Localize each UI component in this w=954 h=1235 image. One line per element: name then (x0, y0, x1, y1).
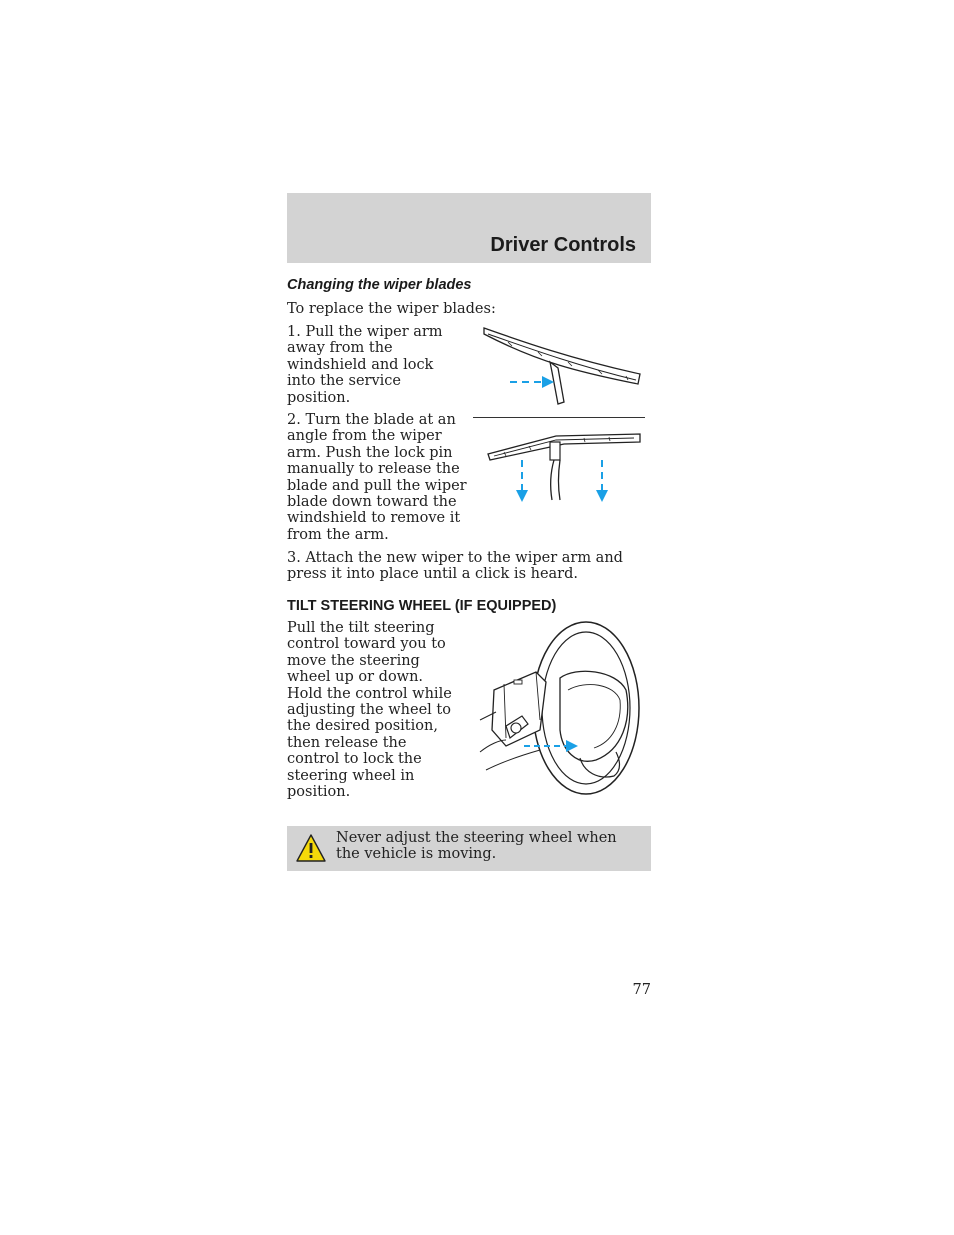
warning-triangle-icon (295, 833, 327, 863)
warning-box (287, 826, 651, 871)
tilt-section-body: Pull the tilt steering control toward you to move the steering wheel up or down. Hold the control while adjusting the wheel to the desired position, then release the control to lock the steering wheel in position. (287, 620, 452, 801)
wiper-step-2: 2. Turn the blade at an angle from the wiper arm. Push the lock pin manually to release the blade and pull the wiper blade down toward the windshield to remove it from the arm. (287, 412, 467, 543)
wiper-blade-removal-illustration (484, 428, 646, 506)
figure-divider (473, 417, 645, 418)
section-title: Driver Controls (490, 234, 636, 256)
section-header-band (287, 193, 651, 263)
wiper-step-1: 1. Pull the wiper arm away from the windshield and lock into the service position. (287, 324, 443, 406)
wiper-intro-text: To replace the wiper blades: (287, 301, 496, 317)
page-number: 77 (632, 982, 651, 998)
steering-wheel-illustration (476, 620, 646, 800)
wiper-section-heading: Changing the wiper blades (287, 277, 472, 293)
wiper-arm-service-position-illustration (478, 322, 648, 410)
tilt-section-heading: TILT STEERING WHEEL (IF EQUIPPED) (287, 598, 557, 614)
warning-text: Never adjust the steering wheel when the vehicle is moving. (336, 830, 617, 863)
wiper-step-3: 3. Attach the new wiper to the wiper arm and press it into place until a click is heard. (287, 550, 623, 583)
